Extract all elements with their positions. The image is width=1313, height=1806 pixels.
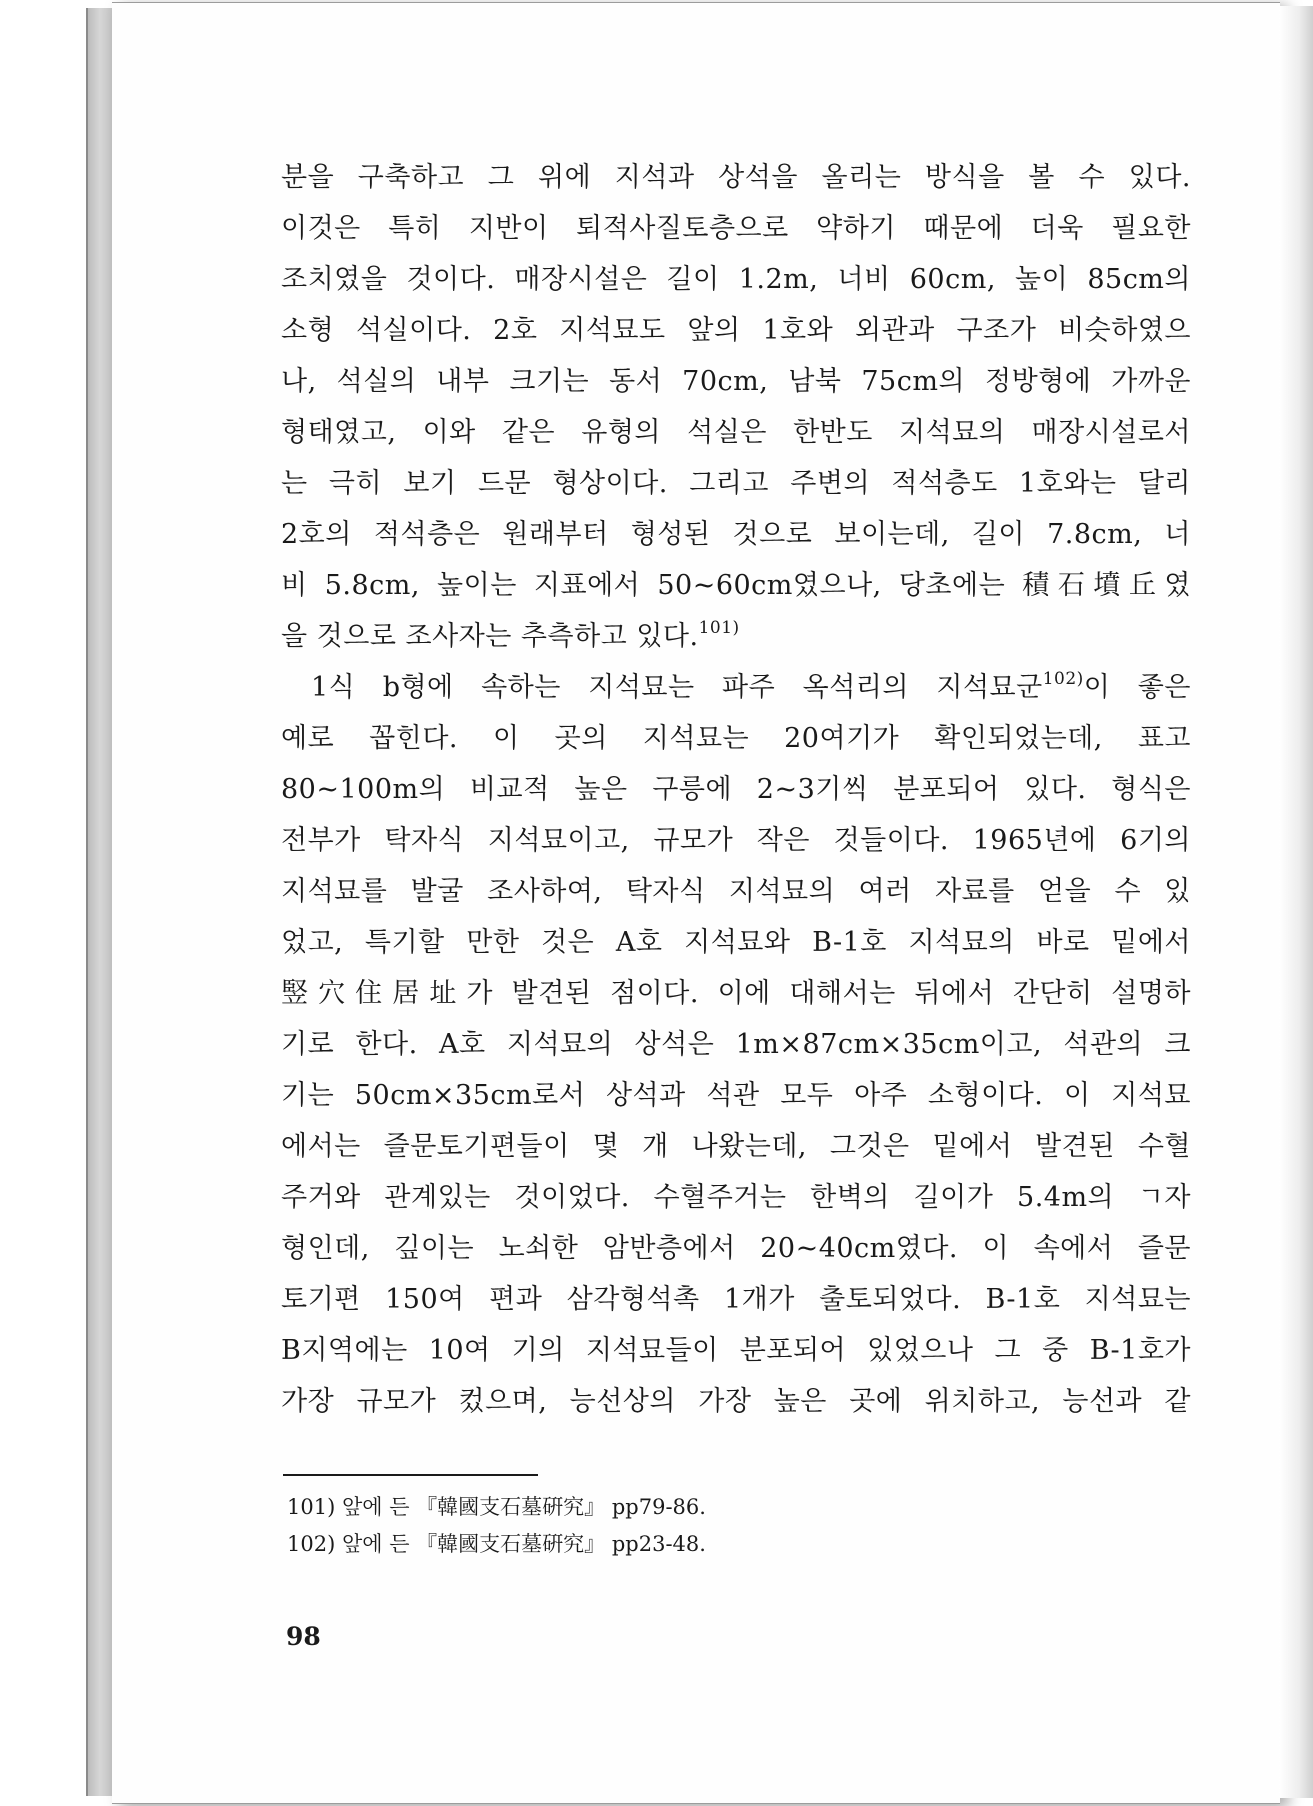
text-line-content: 1식 b형에 속하는 지석묘는 파주 옥석리의 지석묘군	[311, 672, 1043, 703]
text-line: 나, 석실의 내부 크기는 동서 70cm, 남북 75cm의 정방형에 가까운	[281, 366, 1191, 397]
text-line: 기는 50cm×35cm로서 상석과 석관 모두 아주 소형이다. 이 지석묘	[281, 1080, 1191, 1111]
text-line: 형인데, 깊이는 노쇠한 암반층에서 20~40cm였다. 이 속에서 즐문	[281, 1233, 1191, 1264]
text-line: 지석묘를 발굴 조사하여, 탁자식 지석묘의 여러 자료를 얻을 수 있	[281, 876, 1191, 907]
text-line-paragraph-end	[281, 611, 1191, 663]
page-number: 98	[286, 1622, 321, 1651]
text-line: 비 5.8cm, 높이는 지표에서 50~60cm였으나, 당초에는 積石墳丘였	[281, 570, 1191, 601]
text-line: 주거와 관계있는 것이었다. 수혈주거는 한벽의 길이가 5.4m의 ㄱ자	[281, 1182, 1191, 1213]
footnote-101: 101) 앞에 든 『韓國支石墓硏究』 pp79-86.	[287, 1495, 706, 1519]
text-line: 에서는 즐문토기편들이 몇 개 나왔는데, 그것은 밑에서 발견된 수혈	[281, 1131, 1191, 1162]
text-line: 80~100m의 비교적 높은 구릉에 2~3기씩 분포되어 있다. 형식은	[281, 774, 1191, 805]
text-line: B지역에는 10여 기의 지석묘들이 분포되어 있었으나 그 중 B-1호가	[281, 1335, 1191, 1366]
text-line: 이것은 특히 지반이 퇴적사질토층으로 약하기 때문에 더욱 필요한	[281, 213, 1191, 244]
text-line-paragraph-start	[311, 662, 1191, 714]
text-line: 예로 꼽힌다. 이 곳의 지석묘는 20여기가 확인되었는데, 표고	[281, 723, 1191, 754]
text-line: 竪穴住居址가 발견된 점이다. 이에 대해서는 뒤에서 간단히 설명하	[281, 978, 1191, 1009]
footnote-ref-101: 101)	[698, 618, 740, 638]
text-line: 전부가 탁자식 지석묘이고, 규모가 작은 것들이다. 1965년에 6기의	[281, 825, 1191, 856]
text-line: 분을 구축하고 그 위에 지석과 상석을 올리는 방식을 볼 수 있다.	[281, 162, 1191, 193]
text-line-content: 을 것으로 조사자는 추측하고 있다.	[281, 621, 699, 652]
text-line: 기로 한다. A호 지석묘의 상석은 1m×87cm×35cm이고, 석관의 크	[281, 1029, 1191, 1060]
footnote-ref-102: 102)	[1042, 669, 1084, 689]
text-line-content: 이 좋은	[1083, 672, 1191, 703]
text-line: 가장 규모가 컸으며, 능선상의 가장 높은 곳에 위치하고, 능선과 같	[281, 1386, 1191, 1417]
text-line: 는 극히 보기 드문 형상이다. 그리고 주변의 적석층도 1호와는 달리	[281, 468, 1191, 499]
page-edge	[1279, 6, 1313, 1798]
text-line: 소형 석실이다. 2호 지석묘도 앞의 1호와 외관과 구조가 비슷하였으	[281, 315, 1191, 346]
text-line: 조치였을 것이다. 매장시설은 길이 1.2m, 너비 60cm, 높이 85cm의	[281, 264, 1191, 295]
text-line: 2호의 적석층은 원래부터 형성된 것으로 보이는데, 길이 7.8cm, 너	[281, 519, 1191, 550]
book-spine	[86, 8, 115, 1796]
text-line: 형태였고, 이와 같은 유형의 석실은 한반도 지석묘의 매장시설로서	[281, 417, 1191, 448]
text-line: 었고, 특기할 만한 것은 A호 지석묘와 B-1호 지석묘의 바로 밑에서	[281, 927, 1191, 958]
text-line: 토기편 150여 편과 삼각형석촉 1개가 출토되었다. B-1호 지석묘는	[281, 1284, 1191, 1315]
footnote-102: 102) 앞에 든 『韓國支石墓硏究』 pp23-48.	[287, 1532, 706, 1556]
footnote-divider	[283, 1474, 538, 1476]
